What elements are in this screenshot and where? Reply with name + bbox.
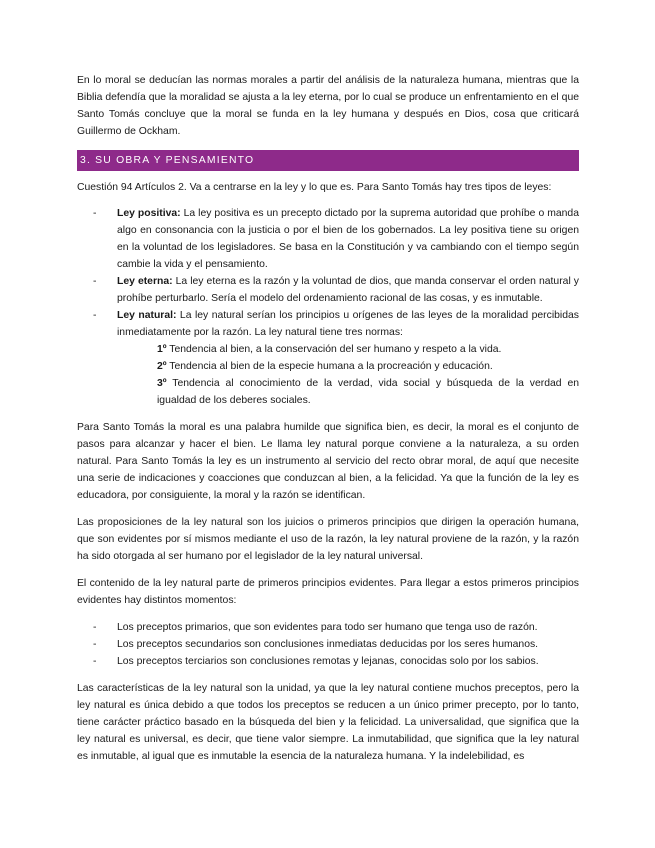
list-item bbox=[77, 636, 579, 653]
dash-bullet: - bbox=[93, 639, 97, 650]
section-heading bbox=[77, 150, 579, 171]
norm-number: 3º bbox=[157, 378, 167, 389]
term-text: La ley positiva es un precepto dictado por la suprema autoridad que prohíbe o manda algo en consonancia con la justicia o por el bien de los gobernados. La ley positiva tiene su origen en la voluntad de los legisladores. Se basa en la Constitución y va cambiando con el tiempo según cambie la vida y el pensamiento. bbox=[117, 208, 579, 270]
norm-text: Tendencia al conocimiento de la verdad, vida social y búsqueda de la verdad en igualdad de los deberes sociales. bbox=[157, 378, 579, 406]
list-item bbox=[77, 619, 579, 636]
norms-list bbox=[117, 341, 579, 409]
precepts-list bbox=[77, 619, 579, 670]
norm-number: 1º bbox=[157, 344, 167, 355]
precept-text: Los preceptos terciarios son conclusiones remotas y lejanas, conocidas solo por los sabios. bbox=[117, 656, 539, 667]
term-label: Ley natural: bbox=[117, 310, 177, 321]
laws-list bbox=[77, 205, 579, 409]
dash-bullet: - bbox=[93, 208, 97, 219]
norm-item bbox=[117, 341, 579, 358]
list-item-ley-positiva bbox=[77, 205, 579, 273]
norm-text: Tendencia al bien de la especie humana a la procreación y educación. bbox=[166, 361, 493, 372]
dash-bullet: - bbox=[93, 276, 97, 287]
paragraph-moral: Para Santo Tomás la moral es una palabra humilde que significa bien, es decir, la moral es el conjunto de pasos para alcanzar y hacer el bien. Le llama ley natural porque conviene a la naturaleza, a su orden natural. Para Santo Tomás la ley es un instrumento al servicio del recto obrar moral, de aquí que necesite una serie de indicaciones y coacciones que conduzcan al bien, a la felicidad. Ya que la función de la ley es educadora, por consiguiente, la moral y la razón se identifican. bbox=[77, 422, 579, 501]
paragraph-proposiciones: Las proposiciones de la ley natural son los juicios o primeros principios que dirigen la operación humana, que son evidentes por sí mismos mediante el uso de la razón, la ley natural proviene de la razón, y la razón ha sido otorgada al ser humano por el legislador de la ley natural universal. bbox=[77, 517, 579, 562]
norm-number: 2º bbox=[157, 361, 167, 372]
term-label: Ley positiva: bbox=[117, 208, 181, 219]
list-item-ley-natural bbox=[77, 307, 579, 409]
norm-text: Tendencia al bien, a la conservación del ser humano y respeto a la vida. bbox=[166, 344, 502, 355]
paragraph-contenido: El contenido de la ley natural parte de primeros principios evidentes. Para llegar a estos primeros principios evidentes hay distintos momentos: bbox=[77, 578, 579, 606]
term-text: La ley eterna es la razón y la voluntad de dios, que manda conservar el orden natural y prohíbe perturbarlo. Sería el modelo del ordenamiento racional de las cosas, y es inmutable. bbox=[117, 276, 579, 304]
paragraph-caracteristicas: Las características de la ley natural son la unidad, ya que la ley natural contiene muchos preceptos, pero la ley natural es única debido a que todos los preceptos se reducen a un único primer precepto, por lo tanto, tiene carácter práctico basado en la búsqueda del bien y la felicidad. La universalidad, que significa que la ley natural es universal, es decir, que tiene valor siempre. La inmutabilidad, que significa que la ley natural es inmutable, al igual que es inmutable la esencia de la naturaleza humana. Y la indelebilidad, es bbox=[77, 683, 579, 762]
term-text: La ley natural serían los principios u orígenes de las leyes de la moralidad percibidas inmediatamente por la razón. La ley natural tiene tres normas: bbox=[117, 310, 579, 338]
list-item-ley-eterna bbox=[77, 273, 579, 307]
precept-text: Los preceptos primarios, que son evidentes para todo ser humano que tenga uso de razón. bbox=[117, 622, 538, 633]
section-title: 3. SU OBRA Y PENSAMIENTO bbox=[80, 155, 255, 166]
dash-bullet: - bbox=[93, 310, 97, 321]
document-page bbox=[77, 72, 579, 775]
norm-item bbox=[117, 375, 579, 409]
list-item bbox=[77, 653, 579, 670]
dash-bullet: - bbox=[93, 656, 97, 667]
lead-paragraph: Cuestión 94 Artículos 2. Va a centrarse en la ley y lo que es. Para Santo Tomás hay tres tipos de leyes: bbox=[77, 182, 552, 193]
term-label: Ley eterna: bbox=[117, 276, 173, 287]
intro-paragraph: En lo moral se deducían las normas morales a partir del análisis de la naturaleza humana, mientras que la Biblia defendía que la moralidad se ajusta a la ley eterna, por lo cual se produce un enfrentamiento en el que Santo Tomás concluye que la moral se funda en la ley humana y después en Dios, cosa que criticará Guillermo de Ockham. bbox=[77, 75, 579, 137]
precept-text: Los preceptos secundarios son conclusiones inmediatas deducidas por los seres humanos. bbox=[117, 639, 539, 650]
norm-item bbox=[117, 358, 579, 375]
dash-bullet: - bbox=[93, 622, 97, 633]
